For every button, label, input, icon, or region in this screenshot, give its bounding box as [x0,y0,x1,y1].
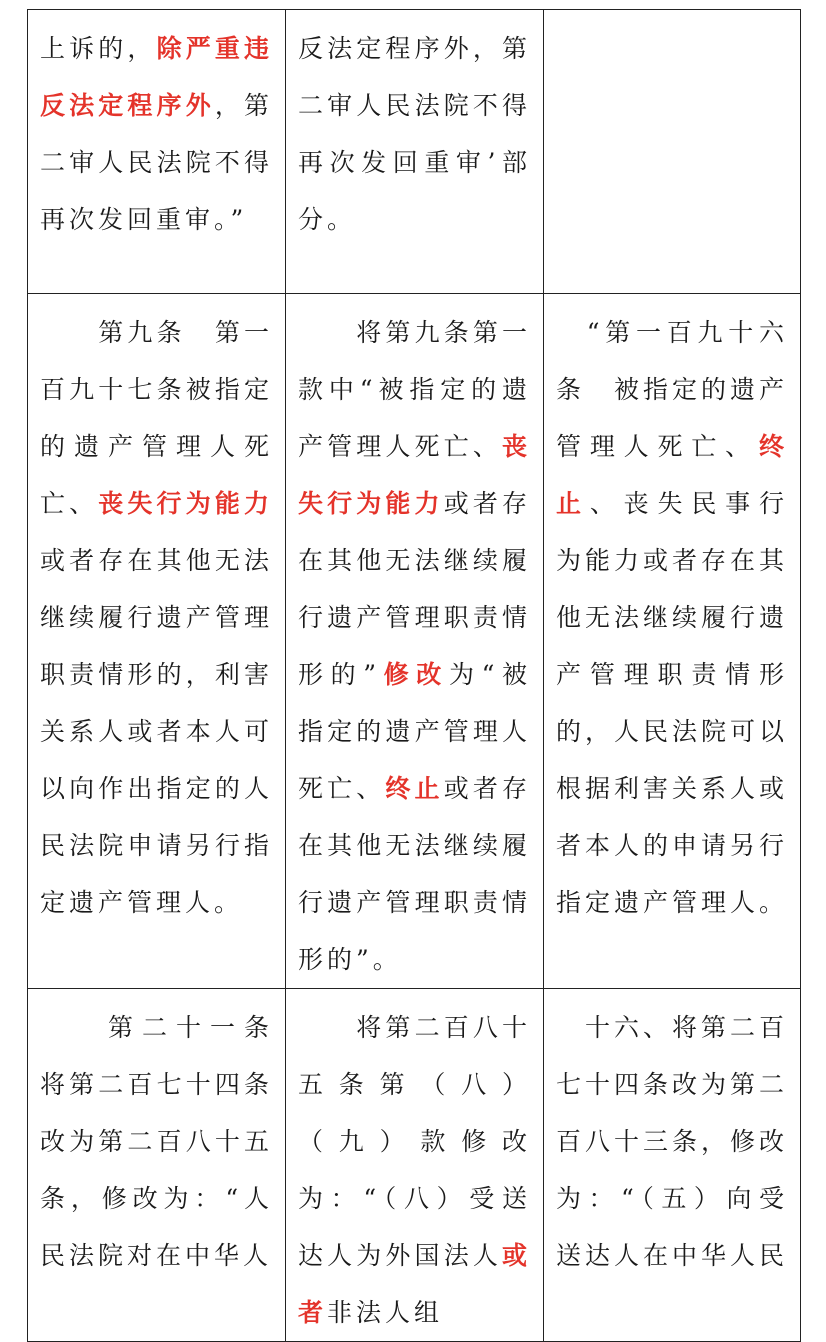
text-segment: 非法人组 [327,1298,444,1327]
highlighted-text: 终止 [556,432,788,518]
text-segment: 或者存在其他无法继续履行遗产管理职责情形的” [298,489,531,689]
text-segment: 为“被指定的遗产管理人死亡、 [298,660,531,803]
text-segment: 十六、将第二百七十四条改为第二百八十三条，修改为：“（五）向受送达人在中华人民 [556,1013,789,1270]
text-segment: 反法定程序外，第二审人民法院不得再次发回重审’部分。 [298,34,531,234]
table-cell-r3-c1 [28,989,303,1342]
table-cell-r2-c3 [544,294,801,989]
cell-text [556,304,788,931]
table-cell-r3-c2 [286,989,544,1342]
text-segment: 第九条 第一百九十七条被指定的遗产管理人死亡、 [40,318,273,518]
document-table [27,9,801,1342]
table-row [28,989,801,1342]
text-segment: 将第二百八十五条第（八）（九）款修改为：“（八）受送达人为外国法人 [298,1013,531,1270]
table-cell-r1-c3 [544,10,801,294]
text-segment: 将第九条第一款中“被指定的遗产管理人死亡、 [298,318,531,461]
highlighted-text: 除严重违反法定程序外 [40,34,273,120]
text-segment: 、丧失民事行为能力或者存在其他无法继续履行遗产管理职责情形的，人民法院可以根据利害关系人或者本人的申请另行指定遗产管理人。 [556,489,789,917]
text-segment: 上诉的， [40,34,157,63]
table-row [28,10,801,294]
table-cell-r1-c2 [286,10,544,294]
cell-text [40,20,273,248]
cell-text [556,999,788,1284]
text-segment: ，第二审人民法院不得再次发回重审。” [40,91,273,234]
highlighted-text: 修改 [380,660,449,689]
text-segment: 或者存在其他无法继续履行遗产管理职责情形的，利害关系人或者本人可以向作出指定的人民法院申请另行指定遗产管理人。 [40,546,273,917]
table-row [28,294,801,989]
highlighted-text: 丧失行为能力 [98,489,273,518]
table-cell-r3-c3 [544,989,801,1342]
cell-text [40,999,303,1284]
text-segment: 第二十一条 将第二百七十四条改为第二百八十五条，修改为：“人民法院对在中华人 [40,1013,303,1270]
table-cell-r2-c1 [28,294,286,989]
cell-text [40,304,273,931]
cell-text [298,304,531,988]
highlighted-text: 终止 [385,774,444,803]
highlighted-text: 丧失行为能力 [298,432,531,518]
cell-text [298,20,531,248]
text-segment: “第一百九十六条 被指定的遗产管理人死亡、 [556,318,789,461]
table-cell-r2-c2 [286,294,544,989]
text-segment: 或者存在其他无法继续履行遗产管理职责情形的”。 [298,774,531,974]
cell-text [298,999,531,1341]
table-cell-r1-c1 [28,10,286,294]
highlighted-text: 或者 [298,1241,531,1327]
